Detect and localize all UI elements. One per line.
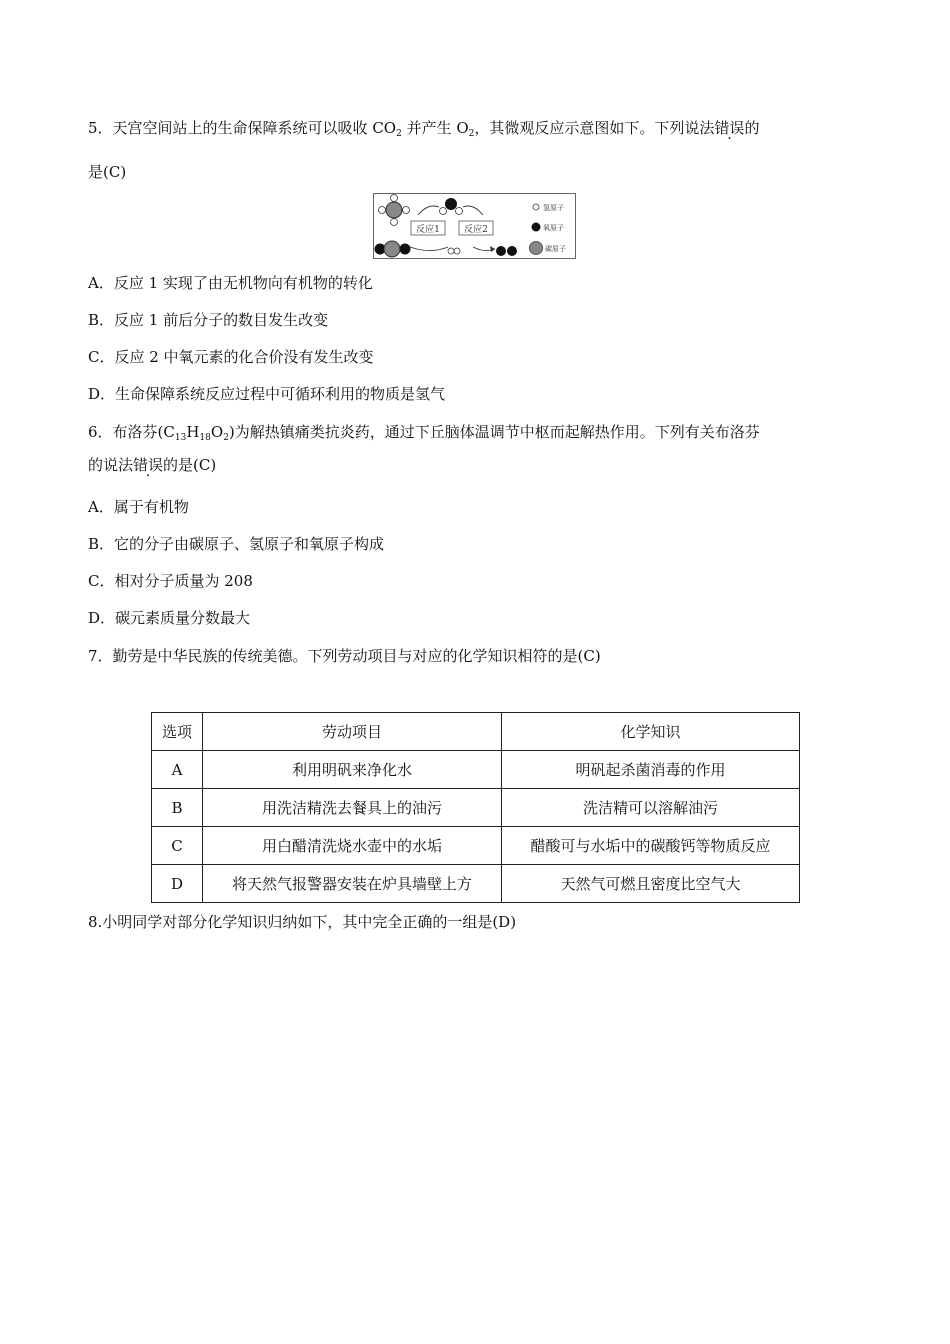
table-cell: 将天然气报警器安装在炉具墙壁上方 xyxy=(203,865,502,903)
legend-hydrogen: 氢原子 xyxy=(543,204,564,212)
legend-oxygen: 氧原子 xyxy=(543,224,564,232)
q5-option-c: C．反应 2 中氧元素的化合价没有发生改变 xyxy=(88,348,374,366)
table-cell: 醋酸可与水垢中的碳酸钙等物质反应 xyxy=(502,827,800,865)
table-cell: 明矾起杀菌消毒的作用 xyxy=(502,751,800,789)
question-5-line-2: 是(C) xyxy=(88,163,127,181)
question-6-line-1: 6．布洛芬$(C_{13}H_{18}O_2)$为解热镇痛类抗炎药，通过下丘脑体温调节中枢而起解热作用。下列有关布洛芬 xyxy=(88,423,760,443)
table-cell: A xyxy=(152,751,203,789)
q6-option-a: A．属于有机物 xyxy=(88,498,189,516)
emphasis-wrong: 错误 xyxy=(714,119,745,137)
q5-option-d: D．生命保障系统反应过程中可循环利用的物质是氢气 xyxy=(88,385,446,403)
legend-carbon: 碳原子 xyxy=(545,245,566,253)
table-header-row xyxy=(152,713,800,751)
table-cell: D xyxy=(152,865,203,903)
question-8: 8.小明同学对部分化学知识归纳如下，其中完全正确的一组是(D) xyxy=(88,913,517,931)
reaction-1-box: 反应1 xyxy=(416,225,440,235)
table-cell: C xyxy=(152,827,203,865)
q5-option-a: A．反应 1 实现了由无机物向有机物的转化 xyxy=(88,274,373,292)
reaction-diagram xyxy=(373,193,576,259)
table-row xyxy=(152,827,800,865)
q6-option-c: C．相对分子质量为 208 xyxy=(88,572,253,590)
table-cell: 利用明矾来净化水 xyxy=(203,751,502,789)
question-7: 7．勤劳是中华民族的传统美德。下列劳动项目与对应的化学知识相符的是(C) xyxy=(88,647,601,665)
table-cell: B xyxy=(152,789,203,827)
header-knowledge: 化学知识 xyxy=(502,713,800,751)
emphasis-wrong: 错误 xyxy=(133,456,164,474)
table-cell: 天然气可燃且密度比空气大 xyxy=(502,865,800,903)
header-labor: 劳动项目 xyxy=(203,713,502,751)
q7-table xyxy=(151,712,800,903)
table-row xyxy=(152,751,800,789)
table-cell: 洗洁精可以溶解油污 xyxy=(502,789,800,827)
table-row xyxy=(152,865,800,903)
q5-option-b: B．反应 1 前后分子的数目发生改变 xyxy=(88,311,329,329)
question-6-line-2: 的说法错误的是(C) xyxy=(88,456,217,474)
question-5-line-1: 5．天宫空间站上的生命保障系统可以吸收 $CO_2$ 并产生 $O_2$，其微观反应示意图如下。下列说法错误的 xyxy=(88,119,760,139)
table-cell: 用洗洁精洗去餐具上的油污 xyxy=(203,789,502,827)
table-cell: 用白醋清洗烧水壶中的水垢 xyxy=(203,827,502,865)
q6-option-d: D．碳元素质量分数最大 xyxy=(88,609,251,627)
header-option: 选项 xyxy=(152,713,203,751)
reaction-2-box: 反应2 xyxy=(464,225,488,235)
table-row xyxy=(152,789,800,827)
q6-option-b: B．它的分子由碳原子、氢原子和氧原子构成 xyxy=(88,535,385,553)
